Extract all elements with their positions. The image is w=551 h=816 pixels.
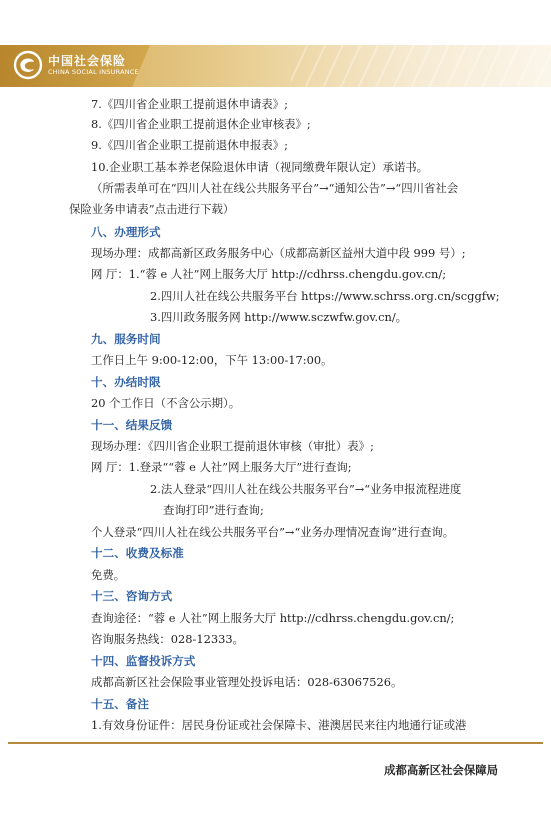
footer-divider [8,742,543,744]
logo-cn: 中国社会保险 [48,53,127,68]
paragraph-line: 网 厅：1.登录““蓉 e 人社”网上服务大厅”进行查询; [91,460,352,474]
list-item: 10.企业职工基本养老保险退休申请（视同缴费年限认定）承诺书。 [91,160,429,174]
paragraph-line: 查询打印”进行查询; [163,503,264,517]
logo-text [48,54,139,77]
paragraph-line: 咨询服务热线：028-12333。 [91,632,244,646]
china-social-insurance-logo-icon [13,50,43,80]
paragraph-line: 2.四川人社在线公共服务平台 https://www.schrss.org.cn/scggfw; [150,289,500,303]
section-heading: 十二、收费及标准 [91,546,184,560]
section-heading: 十五、备注 [91,697,149,711]
section-heading: 十三、咨询方式 [91,589,173,603]
header-decoration [291,45,551,87]
paragraph-line: 保险业务申请表”点击进行下载） [69,202,235,216]
list-item: 8.《四川省企业职工提前退休企业审核表》; [91,117,311,131]
paragraph-line: 查询途径：“蓉 e 人社”网上服务大厅 http://cdhrss.chengdu.gov.cn/; [91,611,455,625]
section-heading: 九、服务时间 [91,332,161,346]
header-banner [0,45,551,87]
paragraph-line: 工作日上午 9:00-12:00，下午 13:00-17:00。 [91,353,333,367]
paragraph-line: 网 厅：1.“蓉 e 人社”网上服务大厅 http://cdhrss.chengdu.gov.cn/; [91,267,447,281]
paragraph-line: （所需表单可在“四川人社在线公共服务平台”→“通知公告”→“四川省社会 [91,181,459,195]
paragraph-line: 个人登录“四川人社在线公共服务平台”→“业务办理情况查询”进行查询。 [91,525,455,539]
section-heading: 八、办理形式 [91,225,161,239]
paragraph-line: 现场办理：成都高新区政务服务中心（成都高新区益州大道中段 999 号）; [91,246,466,260]
logo [13,50,139,80]
list-item: 7.《四川省企业职工提前退休申请表》; [91,97,288,111]
footer-org-name: 成都高新区社会保障局 [384,763,498,777]
paragraph-line: 现场办理：《四川省企业职工提前退休审核（审批）表》; [91,439,374,453]
paragraph-line: 3.四川政务服务网 http://www.sczwfw.gov.cn/。 [150,310,408,324]
paragraph-line: 成都高新区社会保险事业管理处投诉电话：028-63067526。 [91,675,403,689]
paragraph-line: 20 个工作日（不含公示期）。 [91,396,241,410]
paragraph-line: 1.有效身份证件：居民身份证或社会保障卡、港澳居民来往内地通行证或港 [91,718,467,732]
section-heading: 十、办结时限 [91,375,161,389]
section-heading: 十四、监督投诉方式 [91,654,196,668]
logo-en: CHINA SOCIAL INSURANCE [48,67,139,76]
section-heading: 十一、结果反馈 [91,418,173,432]
paragraph-line: 2.法人登录“四川人社在线公共服务平台”→“业务申报流程进度 [150,482,462,496]
paragraph-line: 免费。 [91,568,126,582]
list-item: 9.《四川省企业职工提前退休申报表》; [91,138,288,152]
